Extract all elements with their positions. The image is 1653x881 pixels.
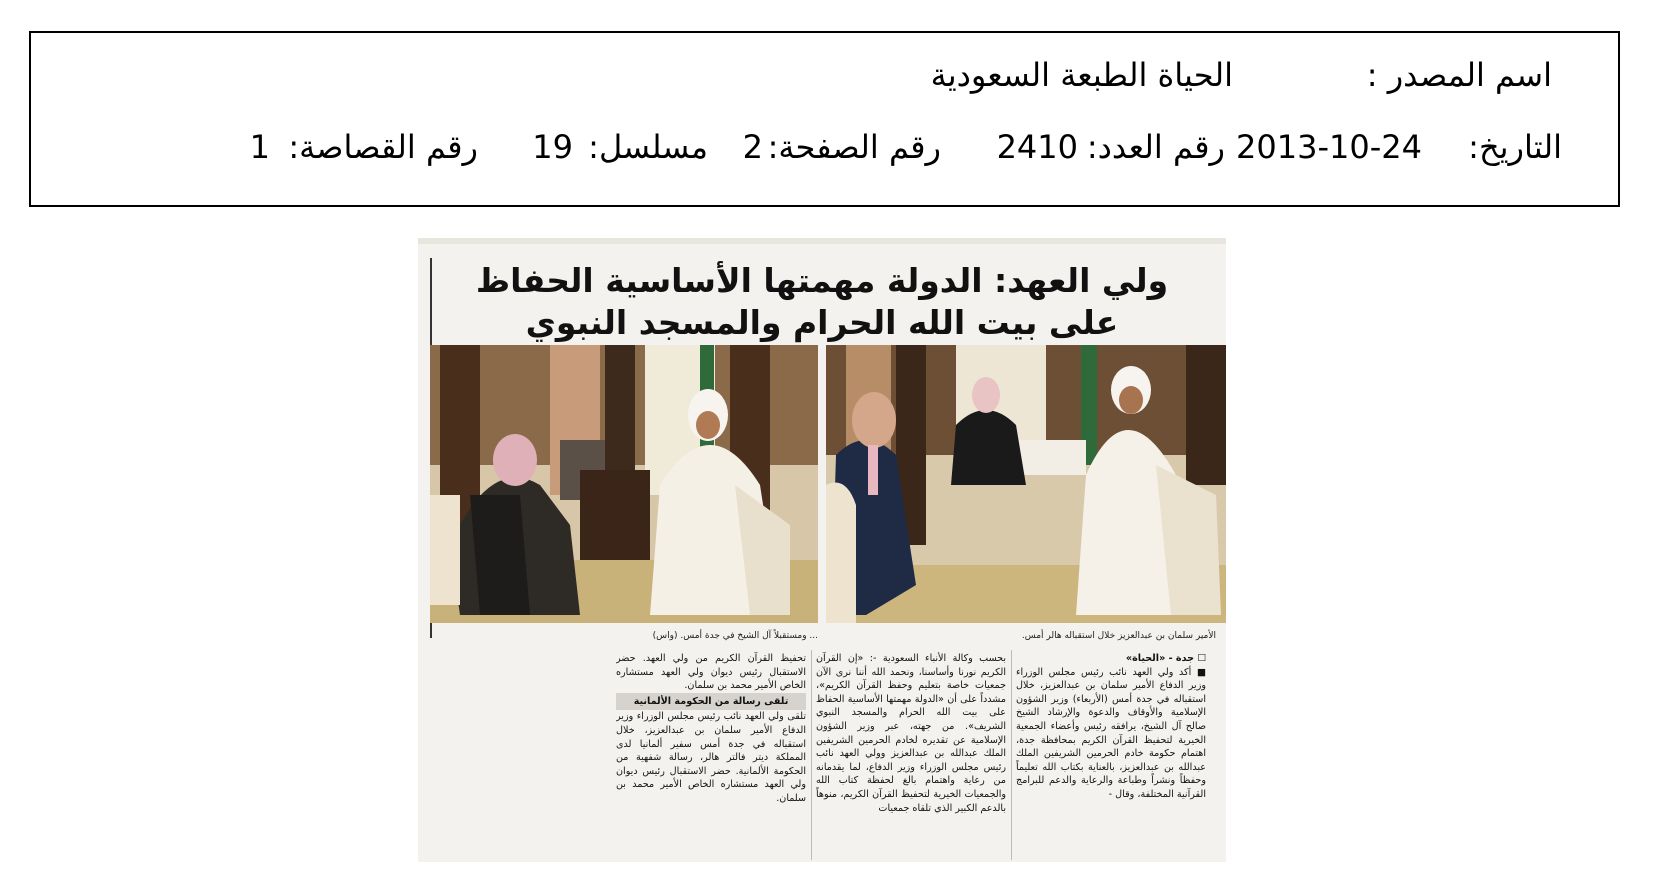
- issue-value: 2410: [996, 128, 1078, 166]
- headline-line-2: على بيت الله الحرام والمسجد النبوي: [525, 303, 1119, 342]
- page-value: 2: [742, 128, 763, 166]
- headline-line-1: ولي العهد: الدولة مهمتها الأساسية الحفاظ: [475, 261, 1169, 300]
- article-headline: [452, 260, 1192, 344]
- article-dateline: ☐ جدة - «الحياة»: [1125, 653, 1206, 664]
- article-column-3-top: تحفيظ القرآن الكريم من ولي العهد. حضر الاستقبال رئيس ديوان ولي العهد مستشاره الخاص الأمير محمد بن سلمان.: [616, 653, 806, 692]
- clip-label: رقم القصاصة:: [288, 128, 478, 166]
- serial-label: مسلسل:: [588, 128, 708, 166]
- source-row: [31, 53, 1618, 103]
- newspaper-clipping: [418, 238, 1226, 862]
- article-column-2: [816, 652, 1006, 862]
- caption-right: الأمير سلمان بن عبدالعزيز خلال استقباله هالر أمس.: [1021, 631, 1216, 641]
- article-column-1: [1016, 652, 1206, 862]
- clipping-top-edge: [418, 238, 1226, 244]
- date-label: التاريخ:: [1468, 128, 1562, 166]
- source-label: اسم المصدر :: [1366, 56, 1552, 94]
- article-column-3: [616, 652, 806, 862]
- details-row: [31, 125, 1618, 175]
- photo-right: [826, 345, 1226, 623]
- article-subheading: تلقى رسالة من الحكومة الألمانية: [616, 693, 806, 711]
- serial-value: 19: [532, 128, 573, 166]
- column-divider: [1011, 650, 1012, 860]
- photo-left: [430, 345, 818, 623]
- article-column-2-text: بحسب وكالة الأنباء السعودية -: «إن القرآن الكريم نورنا وأساسنا، ونحمد الله أننا نرى الآن جمعيات خاصة بتعليم وحفظ القرآن الكريم»، مشدداً على أن «الدولة مهمتها الأساسية الحفاظ على بيت الله الحرام والمسجد النبوي الشريف». من جهته، عبر وزير الشؤون الإسلامية عن تقديره لخادم الحرمين الشريفين الملك عبدالله بن عبدالعزيز وولي العهد نائب رئيس مجلس الوزراء وزير الدفاع، لما يقدمانه من رعاية واهتمام بالغ لحفظة كتاب الله والجمعيات الخيرية لتحفيظ القرآن الكريم، منوهاً بالدعم الكبير الذي تلقاه جمعيات: [816, 653, 1006, 814]
- metadata-box: [29, 31, 1620, 207]
- article-column-1-text: ■ أكد ولي العهد نائب رئيس مجلس الوزراء وزير الدفاع الأمير سلمان بن عبدالعزيز، خلال استقباله في جدة أمس (الأربعاء) وزير الشؤون الإسلامية والأوقاف والدعوة والإرشاد الشيخ صالح آل الشيخ، يرافقه رئيس وأعضاء الجمعية الخيرية لتحفيظ القرآن الكريم بمحافظة جدة، اهتمام حكومة خادم الحرمين الشريفين الملك عبدالله بن عبدالعزيز، بالعناية بكتاب الله تعليماً وحفظاً ونشراً وطباعة والرعاية والدعم للبرامج القرآنية المختلفة، وقال -: [1016, 666, 1206, 800]
- issue-label: رقم العدد:: [1086, 128, 1225, 166]
- page-label: رقم الصفحة:: [767, 128, 941, 166]
- clip-value: 1: [249, 128, 270, 166]
- article-column-3-bottom: تلقى ولي العهد نائب رئيس مجلس الوزراء وزير الدفاع الأمير سلمان بن عبدالعزيز، خلال استقباله في جدة أمس سفير ألمانيا لدى المملكة ديتر فالتر هالر، رسالة شفهية من الحكومة الألمانية. حضر الاستقبال رئيس ديوان ولي العهد مستشاره الخاص الأمير محمد بن سلمان.: [616, 711, 806, 804]
- caption-left: ... ومستقبلاً آل الشيخ في جدة أمس. (واس): [652, 631, 818, 641]
- source-value: الحياة الطبعة السعودية: [930, 56, 1233, 94]
- column-divider: [811, 650, 812, 860]
- date-value: 2013-10-24: [1236, 128, 1422, 166]
